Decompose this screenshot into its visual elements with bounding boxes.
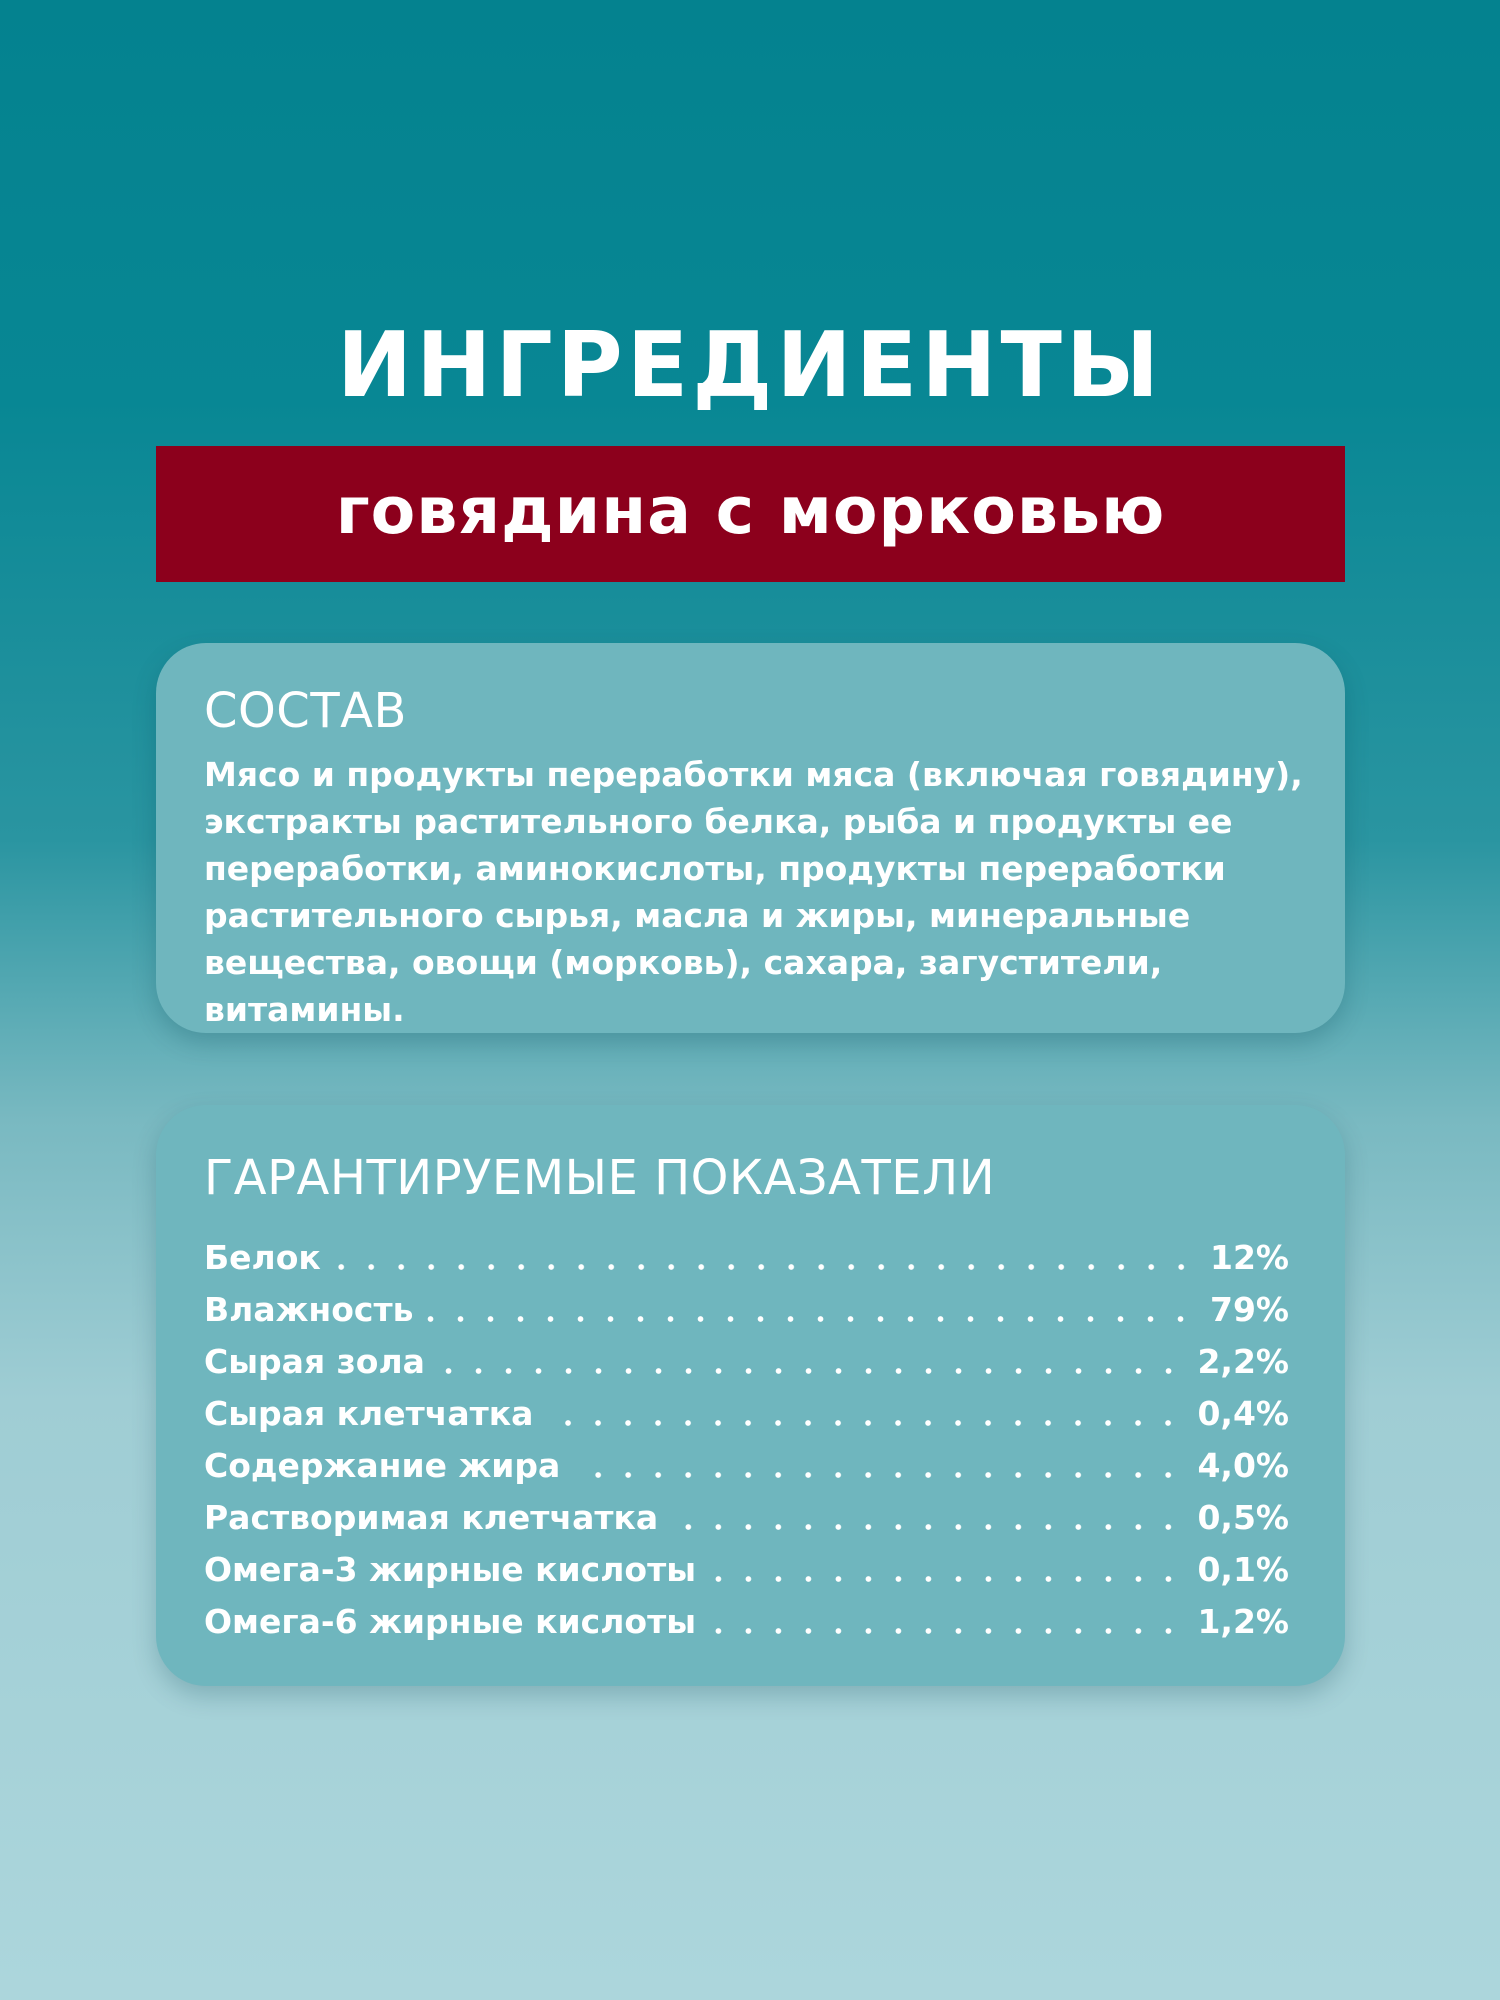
indicator-value: 1,2%	[1197, 1602, 1289, 1641]
indicator-value: 0,4%	[1197, 1394, 1289, 1433]
indicator-row	[204, 1596, 1289, 1648]
indicator-row	[204, 1388, 1289, 1440]
indicator-value: 0,1%	[1197, 1550, 1289, 1589]
indicator-row	[204, 1544, 1289, 1596]
dot-leader	[710, 1574, 1183, 1584]
subtitle-band	[156, 446, 1345, 582]
composition-text: Мясо и продукты переработки мяса (включая говядину), экстракты растительного белка, рыба и продукты ее переработки, аминокислоты, продукты переработки растительного сырья, масла и жиры, минеральные вещества, овощи (морковь), сахара, загустители, витамины.	[204, 755, 1303, 1029]
indicator-value: 2,2%	[1197, 1342, 1289, 1381]
indicator-value: 4,0%	[1197, 1446, 1289, 1485]
indicator-name: Омега-6 жирные кислоты	[204, 1602, 697, 1641]
indicators-card	[156, 1105, 1345, 1686]
dot-leader	[335, 1262, 1196, 1272]
subtitle-text: говядина с морковью	[335, 474, 1166, 549]
indicators-heading: ГАРАНТИРУЕМЫЕ ПОКАЗАТЕЛИ	[204, 1150, 996, 1206]
composition-heading: СОСТАВ	[204, 683, 407, 739]
indicator-name: Влажность	[204, 1290, 414, 1329]
indicator-value: 0,5%	[1197, 1498, 1289, 1537]
dot-leader	[547, 1418, 1183, 1428]
indicator-name: Содержание жира	[204, 1446, 561, 1485]
indicators-list	[204, 1232, 1289, 1648]
indicator-row	[204, 1336, 1289, 1388]
indicator-name: Сырая клетчатка	[204, 1394, 534, 1433]
indicator-name: Омега-3 жирные кислоты	[204, 1550, 697, 1589]
indicator-row	[204, 1492, 1289, 1544]
indicator-name: Растворимая клетчатка	[204, 1498, 659, 1537]
dot-leader	[574, 1470, 1183, 1480]
dot-leader	[710, 1626, 1183, 1636]
indicator-row	[204, 1284, 1289, 1336]
page-title: ИНГРЕДИЕНТЫ	[336, 313, 1164, 418]
indicator-name: Сырая зола	[204, 1342, 425, 1381]
dot-leader	[672, 1522, 1183, 1532]
dot-leader	[439, 1366, 1184, 1376]
indicator-name: Белок	[204, 1238, 321, 1277]
indicator-value: 12%	[1210, 1238, 1289, 1277]
composition-card	[156, 643, 1345, 1033]
dot-leader	[427, 1314, 1196, 1324]
indicator-row	[204, 1232, 1289, 1284]
indicator-row	[204, 1440, 1289, 1492]
indicator-value: 79%	[1210, 1290, 1289, 1329]
